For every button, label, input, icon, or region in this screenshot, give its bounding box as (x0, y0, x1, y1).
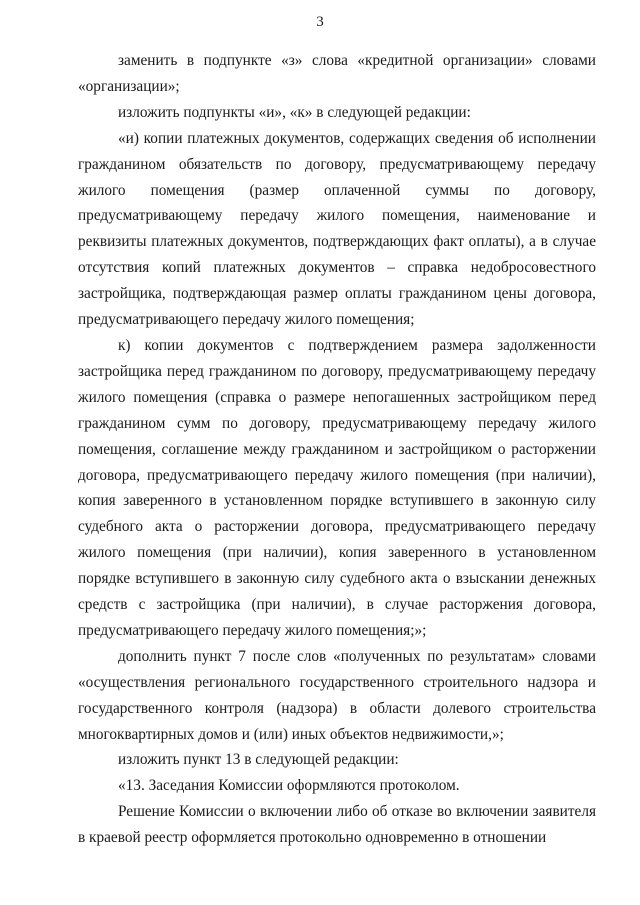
paragraph-supplement-item-7: дополнить пункт 7 после слов «полученных по результатам» словами «осуществления регионального государственного строительного надзора и государственного контроля (надзора) в области долевого строительства многоквартирных домов и (или) иных объектов недвижимости,»; (78, 647, 596, 743)
paragraph-amend-subitems: изложить подпункты «и», «к» в следующей редакции: (118, 103, 471, 121)
paragraph-subitem-k: к) копии документов с подтверждением размера задолженности застройщика перед гражданином по договору, предусматривающему передачу жилого помещения (справка о размере непогашенных застройщиком перед гражданином сумм по договору, предусматривающему передачу жилого помещения, соглашение между гражданином и застройщиком о расторжении договора, предусматривающего передачу жилого помещения (при наличии), копия заверенного в установленном порядке вступившего в законную силу судебного акта о расторжении договора, предусматривающего передачу жилого помещения (при наличии), копия заверенного в установленном порядке вступившего в законную силу судебного акта о взыскании денежных средств с застройщика (при наличии), в случае расторжения договора, предусматривающего передачу жилого помещения;»; (78, 336, 596, 639)
paragraph-replace-words: заменить в подпункте «з» слова «кредитной организации» словами «организации»; (78, 52, 596, 95)
paragraph-subitem-i: «и) копии платежных документов, содержащих сведения об исполнении гражданином обязательств по договору, предусматривающему передачу жилого помещения (размер оплаченной суммы по договору, предусматривающему передачу жилого помещения, наименование и реквизиты платежных документов, подтверждающих факт оплаты), а в случае отсутствия копий платежных документов – справка недобросовестного застройщика, подтверждающая размер оплаты гражданином цены договора, предусматривающего передачу жилого помещения; (78, 129, 596, 329)
paragraph-amend-item-13: изложить пункт 13 в следующей редакции: (118, 751, 399, 769)
paragraph-commission-decision: Решение Комиссии о включении либо об отказе во включении заявителя в краевой реестр оформляется протокольно одновременно в отношении (78, 803, 596, 847)
document-body (78, 48, 596, 851)
paragraph-item-13: «13. Заседания Комиссии оформляются протоколом. (118, 777, 460, 795)
page-number: 3 (316, 14, 324, 30)
